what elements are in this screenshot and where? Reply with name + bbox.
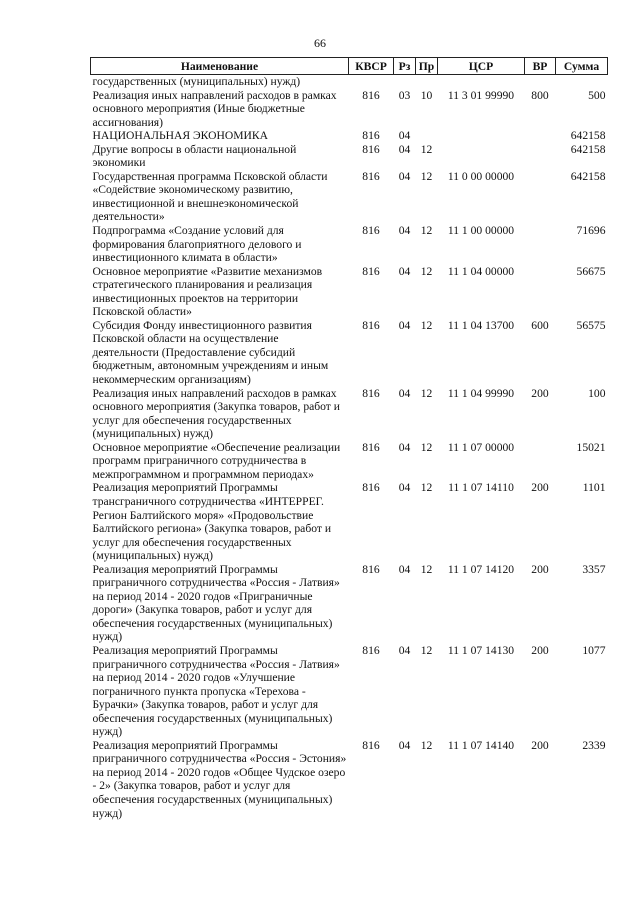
cell-vr: 200 (531, 738, 549, 752)
cell-csr: 11 0 00 00000 (447, 169, 515, 183)
column-header-vr: ВР (525, 58, 556, 75)
cell-csr: 11 1 00 00000 (447, 224, 515, 238)
cell-kvsr: 816 (362, 224, 380, 238)
cell-name: Субсидия Фонду инвестиционного развития Псковской области на осуществление деятельности (Предоставление субсидий бюджетным, автономным учреждениям и иным некоммерческим организациям) (92, 318, 329, 387)
cell-pr: 12 (420, 643, 433, 657)
cell-vr (525, 265, 556, 319)
table-row (91, 265, 608, 319)
cell-sum: 1101 (582, 481, 606, 495)
cell-kvsr: 816 (362, 169, 380, 183)
cell-vr (525, 170, 556, 224)
cell-vr (525, 441, 556, 482)
cell-sum: 642158 (570, 169, 606, 183)
cell-rz: 04 (398, 318, 411, 332)
cell-csr: 11 1 04 13700 (447, 318, 515, 332)
cell-sum: 15021 (576, 440, 606, 454)
cell-name: Государственная программа Псковской области «Содействие экономическому развитию, инвестиционной и внешнеэкономической деятельности» (92, 169, 328, 224)
cell-rz: 04 (398, 440, 411, 454)
cell-rz: 04 (398, 169, 411, 183)
cell-pr (416, 75, 438, 89)
cell-kvsr: 816 (362, 643, 380, 657)
cell-pr: 12 (420, 386, 433, 400)
cell-pr: 12 (420, 224, 433, 238)
cell-vr (525, 143, 556, 170)
cell-kvsr: 816 (362, 318, 380, 332)
cell-csr: 11 1 04 00000 (447, 264, 515, 278)
cell-name: Реализация иных направлений расходов в рамках основного мероприятия (Закупка товаров, работ и услуг для обеспечения государственных (муниципальных) нужд) (92, 386, 340, 441)
cell-name: Другие вопросы в области национальной экономики (92, 142, 297, 170)
cell-sum: 500 (588, 88, 606, 102)
cell-csr: 11 1 07 14110 (448, 481, 514, 495)
cell-rz: 03 (398, 88, 411, 102)
cell-name: Реализация иных направлений расходов в рамках основного мероприятия (Иные бюджетные ассигнования) (92, 88, 337, 129)
cell-pr: 12 (420, 264, 433, 278)
cell-name: Реализация мероприятий Программы приграничного сотрудничества «Россия - Латвия» на период 2014 - 2020 годов «Приграничные дороги» (Закупка товаров, работ и услуг для обеспечения государственных (муниципальных) нужд) (92, 562, 340, 644)
cell-kvsr (349, 75, 394, 89)
budget-table (90, 57, 608, 820)
cell-csr: 11 1 07 14130 (447, 643, 515, 657)
cell-pr: 12 (420, 481, 433, 495)
table-header-row (91, 58, 608, 75)
cell-rz: 04 (398, 264, 411, 278)
cell-csr: 11 1 07 14120 (447, 562, 515, 576)
cell-kvsr: 816 (362, 481, 380, 495)
cell-rz: 04 (398, 481, 411, 495)
cell-sum: 642158 (570, 129, 606, 143)
cell-pr: 10 (420, 88, 433, 102)
cell-name: Реализация мероприятий Программы приграничного сотрудничества «Россия - Эстония» на период 2014 - 2020 годов «Общее Чудское озеро - 2» (Закупка товаров, работ и услуг для обеспечения государственных (муниципальных) нужд) (92, 738, 347, 820)
cell-sum: 100 (588, 386, 606, 400)
cell-kvsr: 816 (362, 129, 380, 143)
column-header-csr: ЦСР (438, 58, 525, 75)
cell-rz: 04 (398, 224, 411, 238)
cell-kvsr: 816 (362, 264, 380, 278)
cell-pr (416, 129, 438, 143)
cell-csr (438, 75, 525, 89)
table-row (91, 75, 608, 89)
cell-kvsr: 816 (362, 738, 380, 752)
column-header-sum: Сумма (556, 58, 608, 75)
cell-kvsr: 816 (362, 142, 380, 156)
cell-pr: 12 (420, 738, 433, 752)
cell-pr: 12 (420, 318, 433, 332)
cell-vr: 200 (531, 562, 549, 576)
cell-pr: 12 (420, 440, 433, 454)
cell-vr: 200 (531, 643, 549, 657)
cell-csr: 11 1 04 99990 (447, 386, 515, 400)
cell-vr: 800 (531, 88, 549, 102)
cell-csr (438, 129, 525, 143)
table-row (91, 441, 608, 482)
cell-vr: 200 (531, 481, 549, 495)
cell-vr: 600 (531, 318, 549, 332)
cell-name: Реализация мероприятий Программы трансграничного сотрудничества «ИНТЕРРЕГ. Регион Балтийского моря» «Продовольствие Балтийского региона» (Закупка товаров, работ и услуг для обеспечения государственных (муниципальных) нужд) (92, 481, 332, 563)
cell-kvsr: 816 (362, 386, 380, 400)
table-row (91, 644, 608, 739)
table-row (91, 89, 608, 130)
cell-name: государственных (муниципальных) нужд) (92, 75, 301, 88)
table-row (91, 170, 608, 224)
column-header-pr: Пр (416, 58, 438, 75)
column-header-kvsr: КВСР (349, 58, 394, 75)
cell-sum: 1077 (582, 643, 606, 657)
cell-vr (525, 129, 556, 143)
table-row (91, 129, 608, 143)
cell-name: НАЦИОНАЛЬНАЯ ЭКОНОМИКА (92, 129, 269, 143)
cell-name: Подпрограмма «Создание условий для формирования благоприятного делового и инвестиционного климата в области» (92, 224, 302, 265)
page-number: 66 (314, 36, 326, 50)
cell-vr (525, 224, 556, 265)
cell-vr (525, 75, 556, 89)
table-header (91, 58, 608, 75)
cell-csr (438, 143, 525, 170)
cell-csr: 11 3 01 99990 (447, 88, 515, 102)
table-row (91, 739, 608, 820)
cell-rz (394, 75, 416, 89)
table-row (91, 481, 608, 562)
cell-rz: 04 (398, 562, 411, 576)
cell-sum: 56675 (576, 264, 606, 278)
cell-name: Основное мероприятие «Развитие механизмов стратегического планирования и реализация инвестиционных проектов на территории Псковской области» (92, 264, 323, 319)
cell-pr: 12 (420, 562, 433, 576)
table-row (91, 563, 608, 644)
cell-csr: 11 1 07 14140 (447, 738, 515, 752)
cell-sum: 2339 (582, 738, 606, 752)
cell-rz: 04 (398, 142, 411, 156)
cell-sum: 56575 (576, 318, 606, 332)
column-header-rz: Рз (394, 58, 416, 75)
table-row (91, 319, 608, 387)
table-row (91, 224, 608, 265)
table-body (91, 75, 608, 821)
cell-pr: 12 (420, 169, 433, 183)
cell-rz: 04 (398, 386, 411, 400)
cell-sum (556, 75, 608, 89)
cell-kvsr: 816 (362, 562, 380, 576)
cell-name: Основное мероприятие «Обеспечение реализации программ приграничного сотрудничества в межпрограммном и программном периодах» (92, 440, 341, 481)
cell-rz: 04 (398, 643, 411, 657)
cell-rz: 04 (398, 129, 411, 143)
cell-kvsr: 816 (362, 88, 380, 102)
cell-sum: 642158 (570, 142, 606, 156)
table-row (91, 387, 608, 441)
cell-csr: 11 1 07 00000 (447, 440, 515, 454)
cell-name: Реализация мероприятий Программы приграничного сотрудничества «Россия - Латвия» на период 2014 - 2020 годов «Улучшение пограничного пункта пропуска «Терехова - Бурачки» (Закупка товаров, работ и услуг для обеспечения государственных (муниципальных) нужд) (92, 643, 340, 739)
column-header-name: Наименование (91, 58, 349, 75)
cell-pr: 12 (420, 142, 433, 156)
cell-sum: 3357 (582, 562, 606, 576)
cell-rz: 04 (398, 738, 411, 752)
cell-vr: 200 (531, 386, 549, 400)
table-row (91, 143, 608, 170)
cell-sum: 71696 (576, 224, 606, 238)
cell-kvsr: 816 (362, 440, 380, 454)
